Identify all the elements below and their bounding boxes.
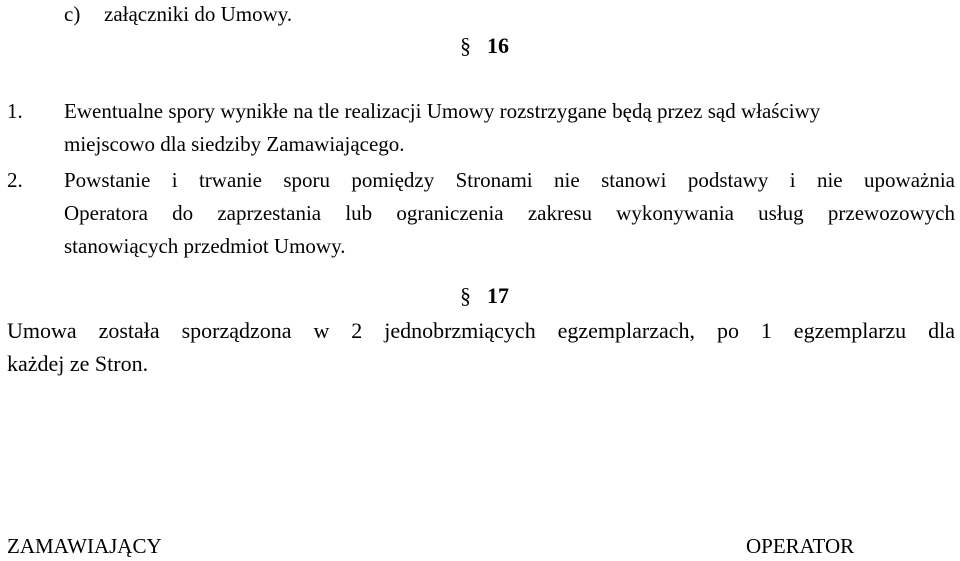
section-17-line-1: Umowa została sporządzona w 2 jednobrzmiących egzemplarzach, po 1 egzemplarzu dla (7, 318, 955, 343)
list-marker-c: c) (64, 2, 81, 26)
point-2-line-3: stanowiących przedmiot Umowy. (64, 234, 346, 258)
point-number-1: 1. (7, 99, 23, 123)
section-17-line-2: każdej ze Stron. (7, 351, 149, 376)
point-1-line-2: miejscowo dla siedziby Zamawiającego. (64, 132, 405, 156)
attachments-item-text: załączniki do Umowy. (104, 2, 293, 26)
section-symbol: § (460, 283, 471, 308)
section-number: 16 (487, 33, 509, 58)
point-number-2: 2. (7, 168, 23, 192)
signature-zamawiajacy: ZAMAWIAJĄCY (7, 534, 162, 558)
point-2-line-2: Operatora do zaprzestania lub ograniczenia zakresu wykonywania usług przewozowych (64, 201, 955, 225)
section-17-heading (460, 285, 509, 307)
point-2-line-1: Powstanie i trwanie sporu pomiędzy Stronami nie stanowi podstawy i nie upoważnia (64, 168, 955, 192)
section-16-heading (460, 35, 509, 57)
section-number: 17 (487, 283, 509, 308)
signature-operator: OPERATOR (746, 534, 855, 558)
point-1-line-1: Ewentualne spory wynikłe na tle realizacji Umowy rozstrzygane będą przez sąd właściwy (64, 99, 821, 123)
section-symbol: § (460, 33, 471, 58)
